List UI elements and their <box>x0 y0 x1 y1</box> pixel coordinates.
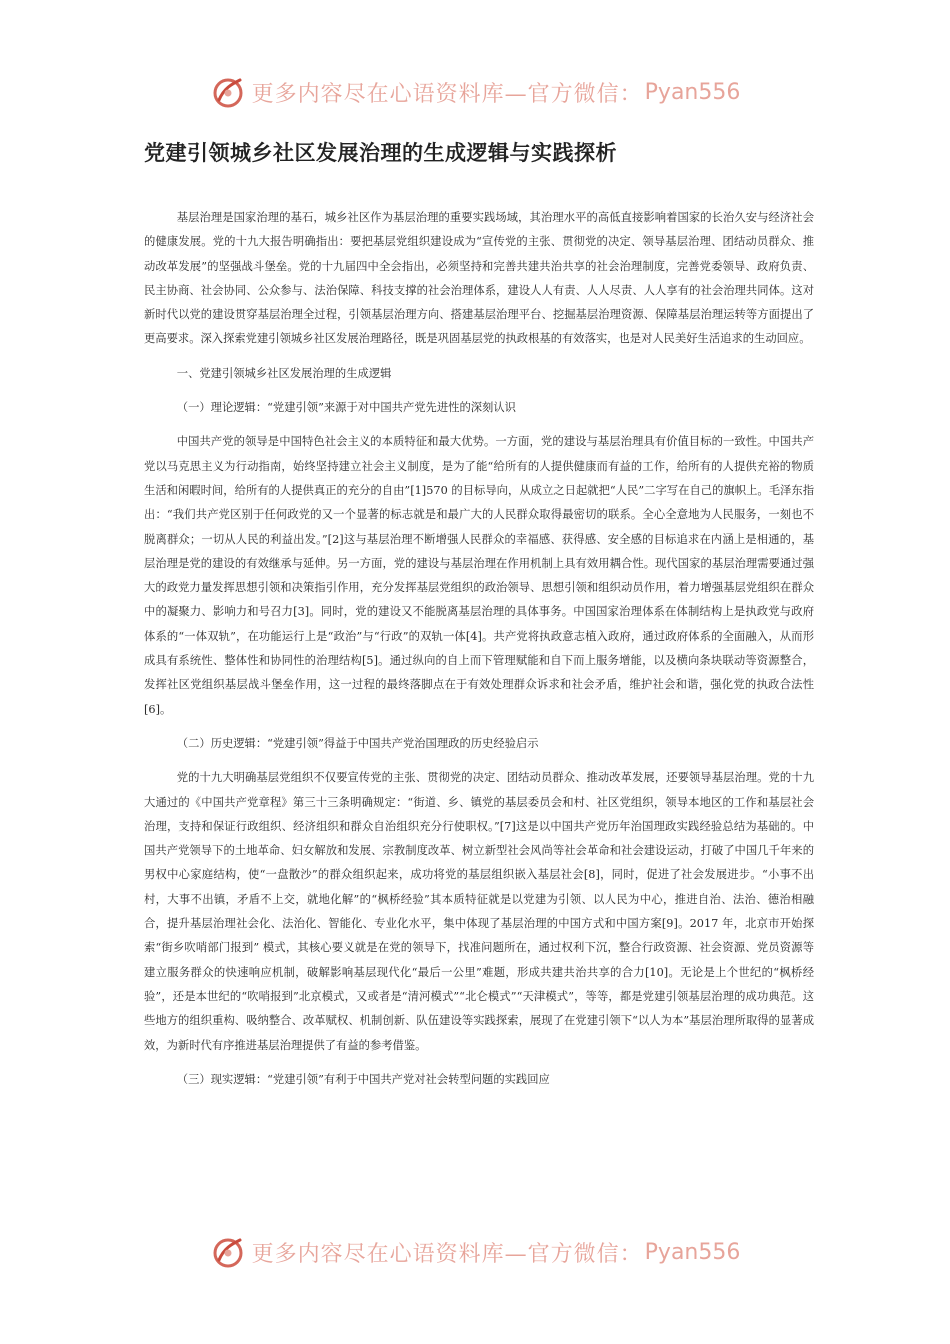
banner-wechat-id: Pyan556 <box>644 1239 741 1265</box>
intro-paragraph: 基层治理是国家治理的基石，城乡社区作为基层治理的重要实践场域，其治理水平的高低直接影响着国家的长治久安与经济社会的健康发展。党的十九大报告明确指出：要把基层党组织建设成为“宣传党的主张、贯彻党的决定、领导基层治理、团结动员群众、推动改革发展”的坚强战斗堡垒。党的十九届四中全会指出，必须坚持和完善共建共治共享的社会治理制度，完善党委领导、政府负责、民主协商、社会协同、公众参与、法治保障、科技支撑的社会治理体系，建设人人有责、人人尽责、人人享有的社会治理共同体。这对新时代以党的建设贯穿基层治理全过程，引领基层治理方向、搭建基层治理平台、挖掘基层治理资源、保障基层治理运转等方面提出了更高要求。深入探索党建引领城乡社区发展治理路径，既是巩固基层党的执政根基的有效落实，也是对人民美好生活追求的生动回应。 <box>144 211 814 346</box>
banner-text: 更多内容尽在心语资料库—官方微信： <box>251 81 643 107</box>
subsection-paragraph-2: 党的十九大明确基层党组织不仅要宣传党的主张、贯彻党的决定、团结动员群众、推动改革发展，还要领导基层治理。党的十九大通过的《中国共产党章程》第三十三条明确规定：“街道、乡、镇党的基层委员会和村、社区党组织，领导本地区的工作和基层社会治理，支持和保证行政组织、经济组织和群众自治组织充分行使职权。”[7]这是以中国共产党历年治国理政实践经验总结为基础的。中国共产党领导下的土地革命、妇女解放和发展、宗教制度改革、树立新型社会风尚等社会革命和社会建设运动，打破了中国几千年来的男权中心家庭结构，使“一盘散沙”的群众组织起来，成功将党的基层组织嵌入基层社会[8]，同时，促进了社会发展进步。“小事不出村，大事不出镇，矛盾不上交，就地化解”的“枫桥经验”其本质特征就是以党建为引领、以人民为中心，推进自治、法治、德治相融合，提升基层治理社会化、法治化、智能化、专业化水平，集中体现了基层治理的中国方式和中国方案[9]。2017 年，北京市开始探索“街乡吹哨部门报到” 模式，其核心要义就是在党的领导下，找准问题所在，通过权利下沉，整合行政资源、社会资源、党员资源等建立服务群众的快速响应机制，破解影响基层现代化“最后一公里”难题，形成共建共治共享的合力[10]。无论是上个世纪的“枫桥经验”，还是本世纪的“吹哨报到”北京模式，又或者是“清河模式”“北仑模式”“天津模式”，等等，都是党建引领基层治理的成功典范。这些地方的组织重构、吸纳整合、改革赋权、机制创新、队伍建设等实践探索，展现了在党建引领下“以人为本”基层治理所取得的显著成效，为新时代有序推进基层治理提供了有益的参考借鉴。 <box>144 771 814 1052</box>
banner-wechat-id: Pyan556 <box>644 79 741 105</box>
logo-icon <box>210 1234 246 1270</box>
banner-text: 更多内容尽在心语资料库—官方微信： <box>251 1241 643 1267</box>
section-heading-1: 一、党建引领城乡社区发展治理的生成逻辑 <box>176 366 392 380</box>
article-body <box>144 206 814 1102</box>
subsection-heading-2: （二）历史逻辑：“党建引领”得益于中国共产党治国理政的历史经验启示 <box>176 736 539 750</box>
logo-icon <box>210 74 246 110</box>
header-watermark-banner <box>0 70 950 114</box>
subsection-heading-3: （三）现实逻辑：“党建引领”有利于中国共产党对社会转型问题的实践回应 <box>176 1072 550 1086</box>
article-title: 党建引领城乡社区发展治理的生成逻辑与实践探析 <box>144 141 617 165</box>
subsection-paragraph-1: 中国共产党的领导是中国特色社会主义的本质特征和最大优势。一方面，党的建设与基层治理具有价值目标的一致性。中国共产党以马克思主义为行动指南，始终坚持建立社会主义制度，是为了能“给所有的人提供健康而有益的工作，给所有的人提供充裕的物质生活和闲暇时间，给所有的人提供真正的充分的自由”[1]570 的目标导向，从成立之日起就把“人民”二字写在自己的旗帜上。毛泽东指出：“我们共产党区别于任何政党的又一个显著的标志就是和最广大的人民群众取得最密切的联系。全心全意地为人民服务，一刻也不脱离群众；一切从人民的利益出发。”[2]这与基层治理不断增强人民群众的幸福感、获得感、安全感的目标追求在内涵上是相通的，基层治理是党的建设的有效继承与延伸。另一方面，党的建设与基层治理在作用机制上具有效用耦合性。现代国家的基层治理需要通过强大的政党力量发挥思想引领和决策指引作用，充分发挥基层党组织的政治领导、思想引领和组织动员作用，着力增强基层党组织在群众中的凝聚力、影响力和号召力[3]。同时，党的建设又不能脱离基层治理的具体事务。中国国家治理体系在体制结构上是执政党与政府体系的“一体双轨”，在功能运行上是“政治”与“行政”的双轨一体[4]。共产党将执政意志植入政府，通过政府体系的全面融入，从而形成具有系统性、整体性和协同性的治理结构[5]。通过纵向的自上而下管理赋能和自下而上服务增能，以及横向条块联动等资源整合，发挥社区党组织基层战斗堡垒作用，这一过程的最终落脚点在于有效处理群众诉求和社会矛盾，维护社会和谐，强化党的执政合法性[6]。 <box>144 435 814 716</box>
footer-watermark-banner <box>0 1230 950 1274</box>
subsection-heading-1: （一）理论逻辑：“党建引领”来源于对中国共产党先进性的深刻认识 <box>176 401 516 415</box>
